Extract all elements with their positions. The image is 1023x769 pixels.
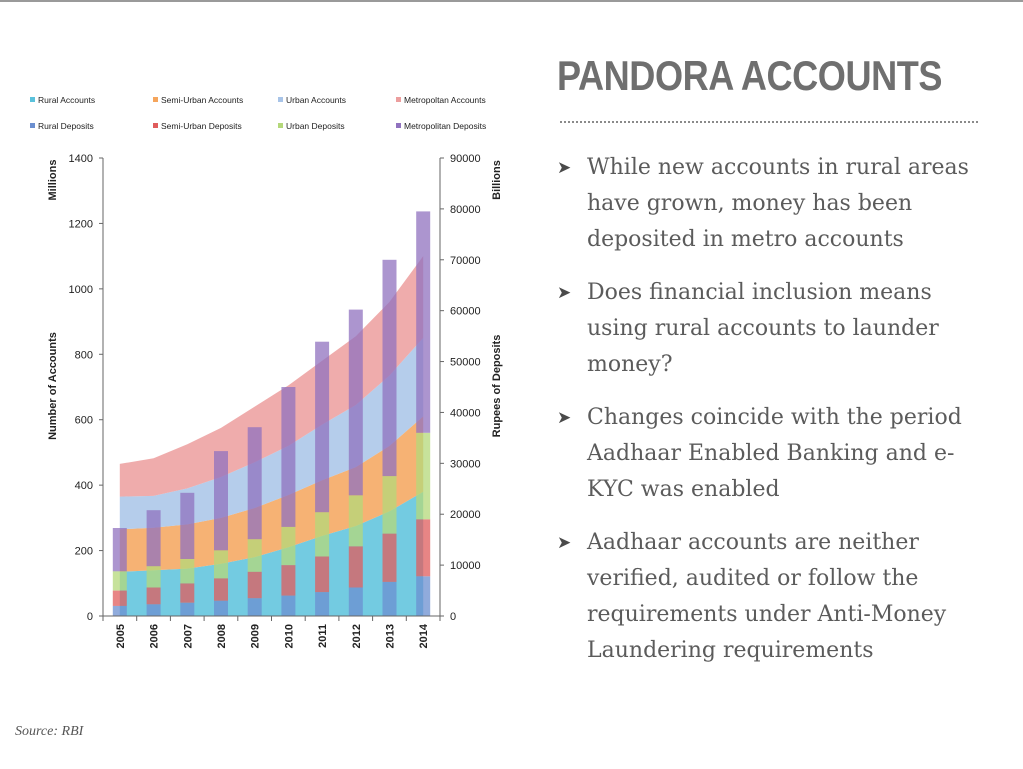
- bar-segment: [416, 519, 430, 576]
- right-tick-label: 90000: [450, 153, 481, 165]
- arrowhead-icon: ➤: [557, 158, 572, 178]
- bar-segment: [214, 451, 228, 550]
- area-series-group: [120, 256, 423, 616]
- bar-segment: [349, 495, 363, 546]
- x-tick-label: 2005: [114, 624, 127, 649]
- x-tick-label: 2009: [249, 624, 262, 649]
- right-axis-title: Rupees of Deposits: [491, 334, 503, 438]
- bar-segment: [315, 557, 329, 593]
- bullet-text: Changes coincide with the period Aadhaar Enabled Banking and e-KYC was enabled: [587, 405, 962, 502]
- bar-segment: [248, 427, 262, 539]
- right-unit-label: Billions: [491, 160, 503, 200]
- bar-segment: [383, 260, 397, 476]
- bar-segment: [383, 534, 397, 582]
- right-tick-label: 20000: [450, 509, 481, 522]
- left-tick-label: 1000: [68, 283, 93, 296]
- left-unit-label: Millions: [47, 159, 59, 201]
- right-tick-label: 30000: [450, 458, 481, 471]
- legend-swatch: [278, 123, 283, 128]
- right-tick-label: 70000: [450, 254, 481, 267]
- x-tick-label: 2012: [350, 624, 363, 649]
- bullet-item: [557, 400, 997, 508]
- bar-segment: [214, 578, 228, 600]
- x-tick-label: 2007: [182, 624, 195, 649]
- x-tick-label: 2013: [384, 624, 397, 649]
- legend-swatch: [396, 97, 401, 102]
- bullet-text: While new accounts in rural areas have grown, money has been deposited in metro accounts: [587, 155, 969, 252]
- bar-segment: [147, 566, 161, 587]
- bar-segment: [383, 476, 397, 533]
- source-note: Source: RBI: [15, 724, 84, 739]
- bar-segment: [248, 539, 262, 572]
- deposits-accounts-chart: [0, 0, 520, 700]
- x-tick-label: 2010: [283, 624, 296, 649]
- left-tick-label: 800: [74, 349, 93, 362]
- legend-swatch: [30, 97, 35, 102]
- bar-segment: [248, 598, 262, 616]
- legend-label: Rural Accounts: [38, 95, 96, 105]
- bar-segment: [248, 572, 262, 599]
- right-tick-label: 10000: [450, 560, 481, 573]
- bar-segment: [416, 576, 430, 616]
- legend-label: Semi-Urban Accounts: [161, 95, 244, 105]
- title-divider: [560, 121, 978, 123]
- bar-segment: [349, 546, 363, 587]
- legend-swatch: [30, 123, 35, 128]
- bar-segment: [113, 528, 127, 571]
- bar-segment: [214, 550, 228, 578]
- x-tick-label: 2006: [148, 624, 161, 649]
- bar-segment: [147, 588, 161, 605]
- bar-segment: [113, 591, 127, 606]
- bar-segment: [147, 604, 161, 616]
- left-tick-label: 1400: [68, 153, 93, 165]
- bar-segment: [147, 510, 161, 566]
- left-tick-label: 400: [74, 480, 93, 493]
- bullet-list: [557, 150, 997, 686]
- left-tick-label: 600: [74, 414, 93, 427]
- x-tick-label: 2008: [215, 624, 228, 649]
- bar-segment: [113, 606, 127, 616]
- left-tick-label: 1200: [68, 218, 93, 231]
- bar-segment: [349, 310, 363, 496]
- arrowhead-icon: ➤: [557, 283, 572, 303]
- legend-label: Metropolitan Deposits: [404, 121, 487, 131]
- bullet-text: Does financial inclusion means using rural accounts to launder money?: [587, 280, 939, 377]
- bar-segment: [315, 592, 329, 616]
- bar-segment: [180, 493, 194, 559]
- bar-segment: [315, 512, 329, 556]
- legend-label: Urban Accounts: [286, 95, 347, 105]
- legend-label: Rural Deposits: [38, 121, 94, 131]
- right-tick-label: 40000: [450, 407, 481, 420]
- bar-segment: [416, 433, 430, 520]
- legend-swatch: [396, 123, 401, 128]
- bar-segment: [281, 527, 295, 565]
- x-tick-label: 2014: [418, 624, 431, 649]
- left-tick-label: 0: [86, 611, 93, 623]
- bullet-text: Aadhaar accounts are neither verified, audited or follow the requirements under Anti-Money Laundering requirements: [587, 530, 947, 663]
- legend-label: Semi-Urban Deposits: [161, 121, 242, 131]
- bar-segment: [281, 596, 295, 616]
- legend-label: Metropoltan Accounts: [404, 95, 486, 105]
- x-tick-label: 2011: [317, 624, 330, 648]
- bullet-item: [557, 275, 997, 383]
- legend-swatch: [278, 97, 283, 102]
- legend-label: Urban Deposits: [286, 121, 345, 131]
- right-tick-label: 0: [450, 611, 457, 623]
- legend-swatch: [153, 123, 158, 128]
- right-tick-label: 50000: [450, 356, 481, 369]
- bar-segment: [383, 582, 397, 616]
- slide-title: PANDORA ACCOUNTS: [557, 52, 943, 99]
- bullet-item: [557, 150, 997, 258]
- bar-segment: [281, 565, 295, 596]
- bar-segment: [349, 588, 363, 617]
- left-axis-title: Number of Accounts: [47, 332, 59, 440]
- bar-segment: [180, 559, 194, 583]
- arrowhead-icon: ➤: [557, 408, 572, 428]
- legend-swatch: [153, 97, 158, 102]
- chart-legend: [30, 95, 486, 131]
- bar-segment: [315, 342, 329, 513]
- bar-segment: [416, 211, 430, 432]
- right-tick-label: 60000: [450, 305, 481, 318]
- arrowhead-icon: ➤: [557, 533, 572, 553]
- bar-segment: [214, 601, 228, 616]
- bar-segment: [180, 583, 194, 602]
- bullet-item: [557, 525, 997, 669]
- bar-segment: [113, 571, 127, 590]
- right-tick-label: 80000: [450, 203, 481, 216]
- bar-segment: [281, 387, 295, 527]
- left-tick-label: 200: [74, 545, 93, 558]
- bar-segment: [180, 603, 194, 616]
